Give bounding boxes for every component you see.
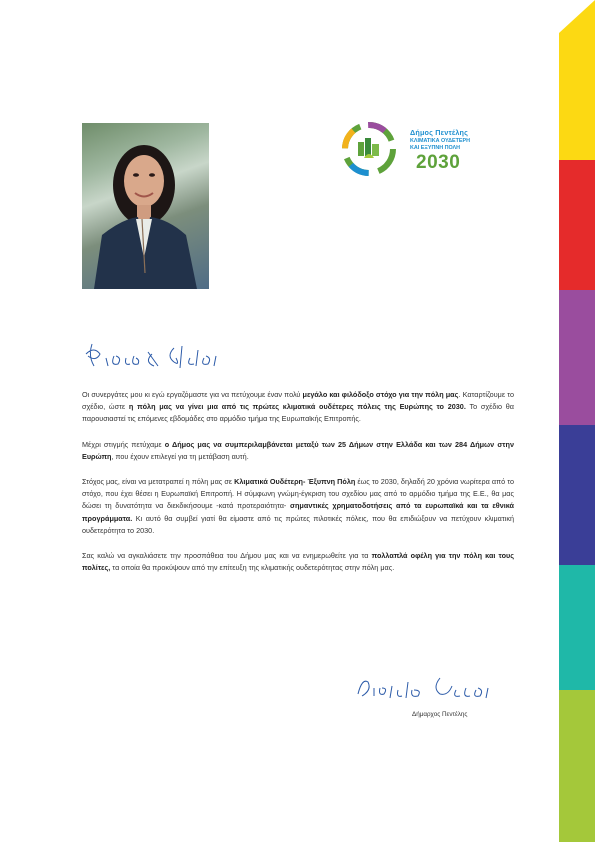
stripe-yellow xyxy=(559,0,595,165)
greeting-text: Φίλες & φίλοι xyxy=(82,336,88,337)
logo-line-2: ΚΑΙ ΕΞΥΠΝΗ ΠΟΛΗ xyxy=(410,145,461,151)
stripe-red xyxy=(559,160,595,300)
greeting-handwriting xyxy=(82,336,282,372)
stripe-purple xyxy=(559,290,595,430)
stripe-teal xyxy=(559,565,595,695)
letter-body xyxy=(82,389,514,587)
stripe-navy xyxy=(559,425,595,570)
signature-name: Δήμητρα Κεχαγιά xyxy=(352,668,360,669)
mayor-signature xyxy=(352,668,502,708)
logo-name: Δήμος Πεντέλης xyxy=(410,128,469,137)
paragraph-4: Σας καλώ να αγκαλιάσετε την προσπάθεια του Δήμου μας και να ενημερωθείτε για τα πολλαπλά οφέλη για την πόλη και τους πολίτες, τα οποία θα προκύψουν από την επίτευξη της κλιματικής ουδετερότητας στην πόλη μας. xyxy=(82,551,514,573)
logo-year: 2030 xyxy=(416,152,461,173)
paragraph-1: Οι συνεργάτες μου κι εγώ εργαζόμαστε για να πετύχουμε έναν πολύ μεγάλο και φιλόδοξο στόχο για την πόλη μας. Καταρτίζουμε το σχέδιο, ώστε η πόλη μας να γίνει μια από τις πρώτες κλιματικά ουδέτερες πόλεις της Ευρώπης το 2030. Το σχέδιο θα παρουσιαστεί τις επόμενες εβδομάδες στο αρμόδιο τμήμα της Ευρωπαϊκής Επιτροπής. xyxy=(82,390,514,424)
paragraph-2: Μέχρι στιγμής πετύχαμε ο Δήμος μας να συμπεριλαμβάνεται μεταξύ των 25 Δήμων στην Ελλάδα και των 284 Δήμων στην Ευρώπη, που έχουν επιλεγεί για τη μετάβαση αυτή. xyxy=(82,439,514,461)
paragraph-3: Στόχος μας, είναι να μετατραπεί η πόλη μας σε Κλιματικά Ουδέτερη- Έξυπνη Πόλη έως το 2030, δηλαδή 20 χρόνια νωρίτερα από το στόχο, που έχει θέσει η Ευρωπαϊκή Επιτροπή. Η σύμφωνη γνώμη-έγκριση του σχεδίου μας από το αρμόδιο τμήμα της Ε.Ε., θα μας δώσει τη δυνατότητα να διεκδικήσουμε -κατά προτεραιότητα- σημαντικές χρηματοδοτήσεις από τα ευρωπαϊκά και τα εθνικά προγράμματα. Κι αυτό θα συμβεί γιατί θα είμαστε από τις πρώτες πιλοτικές πόλεις, που θα επιδιώξουν να πετύχουν κλιματική ουδετερότητα το 2030. xyxy=(82,477,515,535)
stripe-green xyxy=(559,690,595,842)
signature-title: Δήμαρχος Πεντέλης xyxy=(412,711,468,718)
color-stripe xyxy=(559,0,595,842)
logo-line-1: ΚΛΙΜΑΤΙΚΑ ΟΥΔΕΤΕΡΗ xyxy=(410,138,470,144)
mayor-portrait-photo xyxy=(82,123,209,289)
logo-circle-icon xyxy=(334,120,404,178)
logo-text xyxy=(410,128,520,174)
